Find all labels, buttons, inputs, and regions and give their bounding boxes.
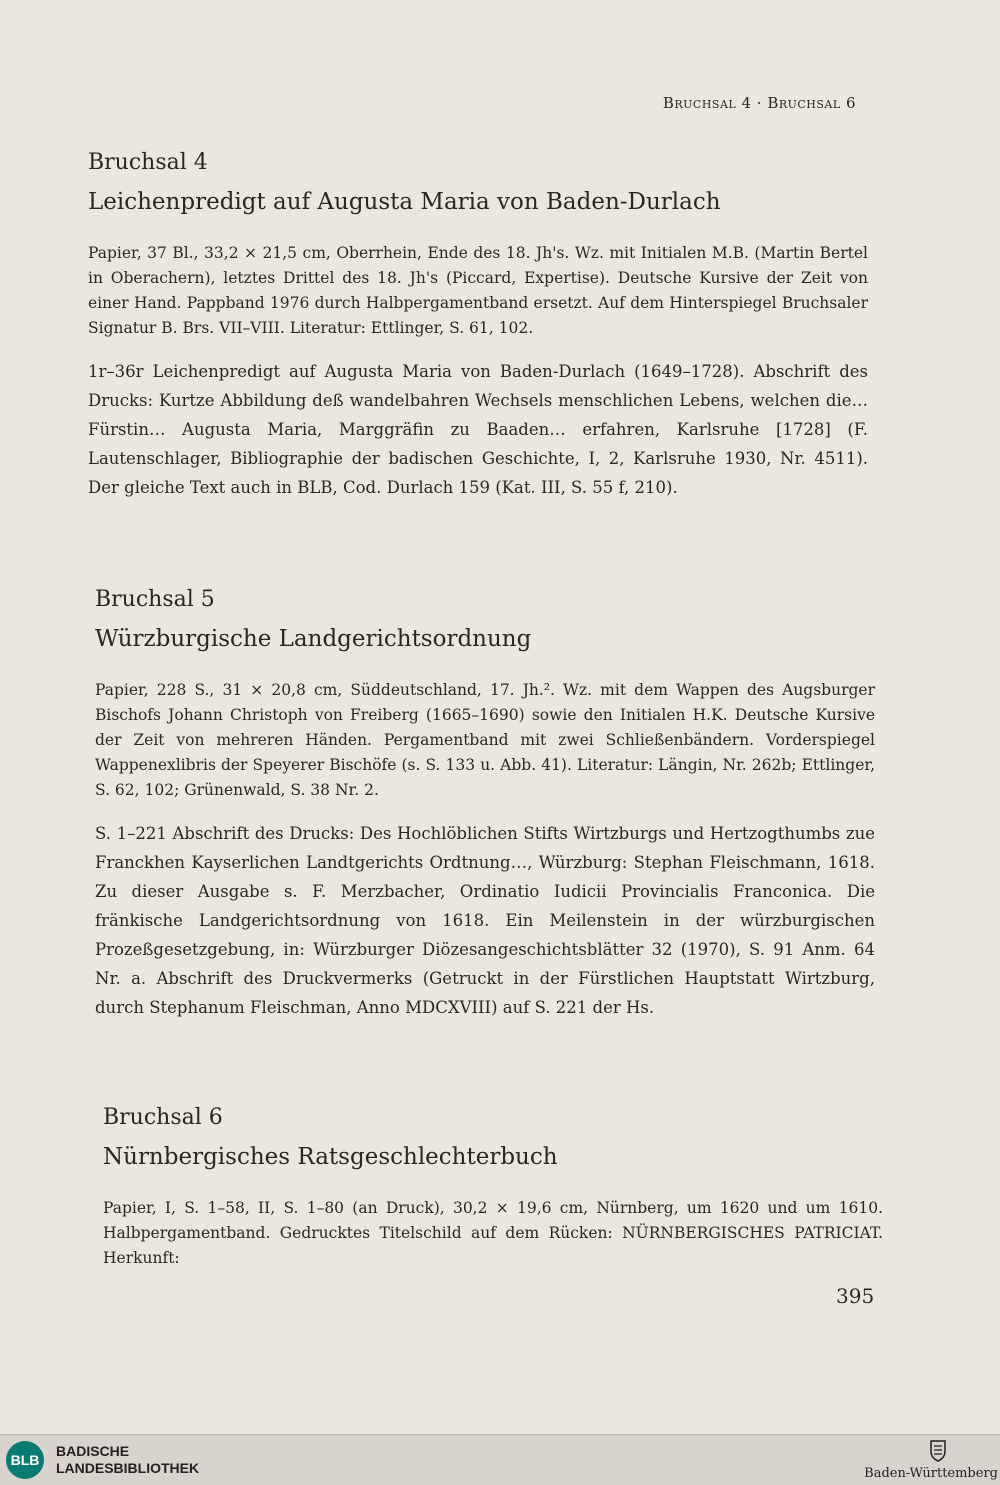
library-name-line1: BADISCHE xyxy=(56,1443,130,1459)
running-head: Bruchsal 4 · Bruchsal 6 xyxy=(662,94,856,112)
library-name-line2: LANDESBIBLIOTHEK xyxy=(56,1460,200,1476)
entry-content: S. 1–221 Abschrift des Drucks: Des Hochlöblichen Stifts Wirtzburgs und Hertzogthumbs zue Franckhen Kayserlichen Landtgerichts Ordtnung…, Würzburg: Stephan Fleischmann, 1618. Zu dieser Ausgabe s. F. Merzbacher, Ordinatio Iudicii Provincialis Franconica. Die fränkische Landgerichtsordnung von 1618. Ein Meilenstein in der würzburgischen Prozeßgesetzgebung, in: Würzburger Diözesangeschichtsblätter 32 (1970), S. 91 Anm. 64 Nr. a. Abschrift des Druckvermerks (Getruckt in der Fürstlichen Hauptstatt Wirtzburg, durch Stephanum Fleischman, Anno MDCXVIII) auf S. 221 der Hs. xyxy=(95,824,875,1017)
catalog-entry xyxy=(103,1105,883,1287)
state-crest-icon xyxy=(929,1438,947,1462)
library-footer xyxy=(0,1434,1000,1485)
entry-title: Würzburgische Landgerichtsordnung xyxy=(95,626,532,652)
entry-number: Bruchsal 5 xyxy=(95,587,215,612)
catalog-entry xyxy=(88,150,868,518)
entry-description: Papier, 37 Bl., 33,2 × 21,5 cm, Oberrhein, Ende des 18. Jh's. Wz. mit Initialen M.B. (Martin Bertel in Oberachern), letztes Drittel des 18. Jh's (Piccard, Expertise). Deutsche Kursive der Zeit von einer Hand. Pappband 1976 durch Halbpergamentband ersetzt. Auf dem Hinterspiegel Bruchsaler Signatur B. Brs. VII–VIII. Literatur: Ettlinger, S. 61, 102. xyxy=(88,244,868,337)
entry-title: Nürnbergisches Ratsgeschlechterbuch xyxy=(103,1144,558,1170)
entry-description: Papier, 228 S., 31 × 20,8 cm, Süddeutschland, 17. Jh.². Wz. mit dem Wappen des Augsburger Bischofs Johann Christoph von Freiberg (1665–1690) sowie den Initialen H.K. Deutsche Kursive der Zeit von mehreren Händen. Pergamentband mit zwei Schließenbändern. Vorderspiegel Wappenexlibris der Speyerer Bischöfe (s. S. 133 u. Abb. 41). Literatur: Längin, Nr. 262b; Ettlinger, S. 62, 102; Grünenwald, S. 38 Nr. 2. xyxy=(95,681,875,799)
entry-title: Leichenpredigt auf Augusta Maria von Baden-Durlach xyxy=(88,189,721,215)
library-name xyxy=(56,1443,199,1477)
entry-description: Papier, I, S. 1–58, II, S. 1–80 (an Druck), 30,2 × 19,6 cm, Nürnberg, um 1620 und um 1610. Halbpergamentband. Gedrucktes Titelschild auf dem Rücken: NÜRNBERGISCHES PATRICIAT. Herkunft: xyxy=(103,1199,883,1267)
blb-logo-icon[interactable]: BLB xyxy=(6,1441,44,1479)
entry-number: Bruchsal 6 xyxy=(103,1105,223,1130)
catalog-entry xyxy=(95,587,875,1038)
page-number: 395 xyxy=(836,1284,875,1308)
entry-content: 1r–36r Leichenpredigt auf Augusta Maria von Baden-Durlach (1649–1728). Abschrift des Drucks: Kurtze Abbildung deß wandelbahren Wechsels menschlichen Lebens, welchen die… Fürstin… Augusta Maria, Marggräfin zu Baaden… erfahren, Karlsruhe [1728] (F. Lautenschlager, Bibliographie der badischen Geschichte, I, 2, Karlsruhe 1930, Nr. 4511). Der gleiche Text auch in BLB, Cod. Durlach 159 (Kat. III, S. 55 f, 210). xyxy=(88,362,868,497)
entry-number: Bruchsal 4 xyxy=(88,150,208,175)
state-label: Baden-Württemberg xyxy=(864,1466,998,1481)
